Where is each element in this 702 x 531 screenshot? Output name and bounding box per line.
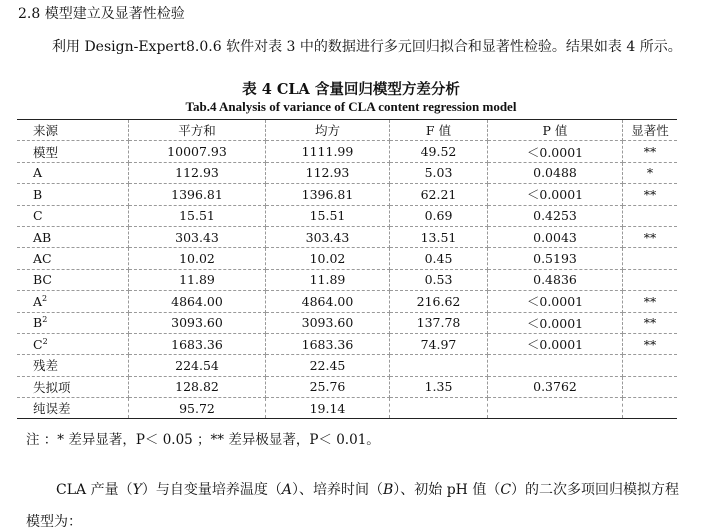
para-text: ）与自变量培养温度（ bbox=[141, 482, 282, 498]
var-a: A bbox=[281, 482, 292, 498]
cell-source-text: 纯误差 bbox=[33, 401, 71, 417]
cell-sum-of-squares bbox=[129, 162, 266, 183]
cell-sum-of-squares bbox=[129, 291, 266, 312]
para-text: ）、培养时间（ bbox=[291, 482, 383, 498]
cell-p-value-text: 0.0488 bbox=[533, 165, 577, 181]
cell-source-text: 失拟项 bbox=[33, 379, 71, 395]
cell-f-value bbox=[390, 141, 488, 162]
cell-significance bbox=[623, 248, 678, 269]
cell-significance bbox=[623, 398, 678, 419]
cell-sum-of-squares-text: 128.82 bbox=[175, 379, 219, 395]
cell-significance bbox=[623, 333, 678, 354]
cell-f-value-text: 5.03 bbox=[424, 165, 453, 181]
cell-f-value-text: 62.21 bbox=[420, 186, 457, 202]
cell-f-value-text: 74.97 bbox=[420, 336, 457, 352]
table-row bbox=[17, 269, 677, 290]
cell-f-value-text: 216.62 bbox=[416, 293, 461, 309]
var-c: C bbox=[500, 482, 512, 498]
cell-f-value bbox=[390, 291, 488, 312]
cell-sum-of-squares bbox=[129, 355, 266, 376]
cell-f-value-text: 1.35 bbox=[424, 379, 453, 395]
cell-significance bbox=[623, 205, 678, 226]
cell-p-value bbox=[488, 355, 623, 376]
cell-mean-square-text: 22.45 bbox=[309, 357, 346, 373]
cell-mean-square bbox=[266, 355, 390, 376]
cell-p-value-text: ＜0.0001 bbox=[526, 337, 584, 353]
para-text: ）、初始 pH 值（ bbox=[393, 482, 501, 498]
cell-significance bbox=[623, 141, 678, 162]
cell-p-value-text: 0.4836 bbox=[533, 272, 577, 288]
table-row bbox=[17, 355, 677, 376]
equation-paragraph bbox=[56, 479, 679, 499]
cell-significance bbox=[623, 376, 678, 397]
cell-sum-of-squares-text: 95.72 bbox=[179, 400, 215, 416]
cell-significance bbox=[623, 184, 678, 205]
para-text: CLA 产量（ bbox=[56, 482, 133, 498]
cell-sum-of-squares bbox=[129, 226, 266, 247]
var-b: B bbox=[382, 482, 394, 498]
cell-f-value bbox=[390, 269, 488, 290]
cell-source bbox=[17, 333, 129, 354]
cell-p-value-text: ＜0.0001 bbox=[526, 144, 584, 160]
cell-p-value-text: 0.5193 bbox=[533, 251, 577, 267]
table-row bbox=[17, 398, 677, 419]
cell-f-value bbox=[390, 333, 488, 354]
table-caption-cn: 表 4 CLA 含量回归模型方差分析 bbox=[242, 81, 460, 98]
table-row bbox=[17, 248, 677, 269]
cell-source-text: AB bbox=[33, 229, 52, 245]
cell-mean-square-text: 1683.36 bbox=[301, 336, 354, 352]
cell-mean-square bbox=[266, 398, 390, 419]
cell-mean-square-text: 19.14 bbox=[309, 400, 346, 416]
cell-p-value bbox=[488, 141, 623, 162]
cell-mean-square bbox=[266, 269, 390, 290]
cell-mean-square bbox=[266, 248, 390, 269]
cell-source bbox=[17, 376, 129, 397]
cell-mean-square-text: 10.02 bbox=[309, 251, 346, 267]
cell-p-value bbox=[488, 226, 623, 247]
cell-mean-square bbox=[266, 312, 390, 333]
cell-f-value-text: 49.52 bbox=[420, 144, 457, 160]
cell-source-text: A bbox=[33, 293, 43, 309]
table-row bbox=[17, 312, 677, 333]
table-row bbox=[17, 162, 677, 183]
cell-p-value-text: ＜0.0001 bbox=[526, 187, 584, 203]
cell-significance bbox=[623, 291, 678, 312]
cell-f-value-text: 137.78 bbox=[416, 315, 461, 331]
cell-significance-text: ** bbox=[643, 293, 657, 309]
cell-mean-square-text: 112.93 bbox=[305, 165, 350, 181]
cell-f-value bbox=[390, 355, 488, 376]
cell-source-text: C bbox=[33, 208, 43, 224]
cell-significance bbox=[623, 312, 678, 333]
table-row bbox=[17, 205, 677, 226]
cell-significance-text: * bbox=[646, 165, 654, 181]
cell-p-value bbox=[488, 269, 623, 290]
cell-source bbox=[17, 312, 129, 333]
cell-source bbox=[17, 226, 129, 247]
cell-significance bbox=[623, 162, 678, 183]
cell-significance-text: ** bbox=[643, 315, 657, 331]
cell-mean-square bbox=[266, 376, 390, 397]
cell-source-text: 残差 bbox=[33, 358, 59, 374]
cell-mean-square-text: 4864.00 bbox=[301, 293, 354, 309]
table-row bbox=[17, 184, 677, 205]
cell-mean-square-text: 3093.60 bbox=[301, 315, 354, 331]
cell-source bbox=[17, 398, 129, 419]
cell-significance-text: ** bbox=[643, 229, 657, 245]
cell-p-value bbox=[488, 376, 623, 397]
superscript-exponent: 2 bbox=[42, 315, 48, 325]
cell-source bbox=[17, 248, 129, 269]
cell-significance bbox=[623, 355, 678, 376]
cell-sum-of-squares-text: 1683.36 bbox=[171, 336, 223, 352]
cell-source-text: C bbox=[33, 336, 43, 352]
cell-sum-of-squares bbox=[129, 141, 266, 162]
cell-significance bbox=[623, 226, 678, 247]
cell-p-value bbox=[488, 184, 623, 205]
cell-f-value-text: 0.69 bbox=[424, 208, 453, 224]
table-caption-en: Tab.4 Analysis of variance of CLA content regression model bbox=[185, 99, 517, 114]
table-row bbox=[17, 226, 677, 247]
header-mean-square: 均方 bbox=[266, 120, 390, 141]
header-source: 来源 bbox=[17, 120, 129, 141]
anova-table bbox=[17, 119, 677, 419]
cell-source bbox=[17, 269, 129, 290]
cell-source-text: AC bbox=[33, 251, 52, 267]
cell-p-value-text: ＜0.0001 bbox=[526, 294, 584, 310]
cell-source bbox=[17, 205, 129, 226]
cell-sum-of-squares bbox=[129, 398, 266, 419]
cell-significance-text: ** bbox=[643, 144, 657, 160]
cell-source bbox=[17, 184, 129, 205]
table-row bbox=[17, 376, 677, 397]
cell-source-text: 模型 bbox=[33, 144, 59, 160]
intro-paragraph: 利用 Design-Expert8.0.6 软件对表 3 中的数据进行多元回归拟合和显著性检验。结果如表 4 所示。 bbox=[52, 39, 682, 55]
cell-source bbox=[17, 291, 129, 312]
superscript-exponent: 2 bbox=[42, 293, 48, 303]
cell-sum-of-squares-text: 303.43 bbox=[175, 229, 219, 245]
cell-mean-square bbox=[266, 184, 390, 205]
cell-sum-of-squares bbox=[129, 376, 266, 397]
table-row bbox=[17, 291, 677, 312]
cell-f-value-text: 0.53 bbox=[424, 272, 453, 288]
cell-mean-square-text: 1111.99 bbox=[301, 144, 354, 160]
cell-sum-of-squares-text: 10.02 bbox=[179, 251, 215, 267]
cell-f-value bbox=[390, 184, 488, 205]
cell-sum-of-squares-text: 1396.81 bbox=[171, 186, 223, 202]
cell-sum-of-squares-text: 10007.93 bbox=[167, 144, 227, 160]
cell-p-value-text: 0.4253 bbox=[533, 208, 577, 224]
table-row bbox=[17, 333, 677, 354]
cell-f-value bbox=[390, 205, 488, 226]
cell-source bbox=[17, 162, 129, 183]
cell-mean-square bbox=[266, 162, 390, 183]
cell-p-value bbox=[488, 333, 623, 354]
table-note: 注 ：* 差异显著，P＜ 0.05 ；** 差异极显著，P＜ 0.01。 bbox=[26, 432, 380, 448]
cell-f-value bbox=[390, 226, 488, 247]
header-p-value: P 值 bbox=[488, 120, 623, 141]
cell-f-value bbox=[390, 162, 488, 183]
equation-paragraph-cont: 模型为： bbox=[26, 514, 82, 530]
cell-sum-of-squares bbox=[129, 269, 266, 290]
cell-sum-of-squares bbox=[129, 248, 266, 269]
cell-f-value bbox=[390, 376, 488, 397]
cell-source-text: BC bbox=[33, 272, 52, 288]
cell-p-value-text: 0.0043 bbox=[533, 229, 577, 245]
cell-f-value bbox=[390, 248, 488, 269]
cell-source bbox=[17, 355, 129, 376]
para-text: ）的二次多项回归模拟方程 bbox=[511, 482, 680, 498]
cell-mean-square-text: 11.89 bbox=[309, 272, 346, 288]
cell-sum-of-squares-text: 15.51 bbox=[179, 208, 215, 224]
cell-mean-square bbox=[266, 205, 390, 226]
cell-mean-square-text: 1396.81 bbox=[301, 186, 354, 202]
cell-sum-of-squares-text: 4864.00 bbox=[171, 293, 223, 309]
cell-sum-of-squares bbox=[129, 312, 266, 333]
cell-p-value bbox=[488, 162, 623, 183]
cell-p-value bbox=[488, 248, 623, 269]
cell-source bbox=[17, 141, 129, 162]
header-sum-of-squares: 平方和 bbox=[129, 120, 266, 141]
cell-sum-of-squares-text: 112.93 bbox=[175, 165, 219, 181]
cell-f-value-text: 0.45 bbox=[424, 251, 453, 267]
cell-source-text: B bbox=[33, 186, 43, 202]
var-y: Y bbox=[132, 482, 142, 498]
cell-mean-square bbox=[266, 141, 390, 162]
cell-significance bbox=[623, 269, 678, 290]
cell-sum-of-squares bbox=[129, 333, 266, 354]
cell-significance-text: ** bbox=[643, 336, 657, 352]
cell-mean-square bbox=[266, 291, 390, 312]
cell-p-value bbox=[488, 291, 623, 312]
cell-mean-square bbox=[266, 333, 390, 354]
cell-sum-of-squares bbox=[129, 205, 266, 226]
table-row bbox=[17, 141, 677, 162]
header-significance: 显著性 bbox=[623, 120, 678, 141]
cell-sum-of-squares-text: 224.54 bbox=[175, 357, 219, 373]
cell-f-value bbox=[390, 398, 488, 419]
cell-mean-square-text: 25.76 bbox=[309, 379, 346, 395]
cell-p-value bbox=[488, 205, 623, 226]
superscript-exponent: 2 bbox=[42, 336, 48, 346]
cell-mean-square-text: 303.43 bbox=[305, 229, 350, 245]
cell-source-text: A bbox=[33, 165, 43, 181]
cell-p-value bbox=[488, 398, 623, 419]
cell-sum-of-squares-text: 3093.60 bbox=[171, 315, 223, 331]
cell-sum-of-squares-text: 11.89 bbox=[179, 272, 215, 288]
cell-mean-square bbox=[266, 226, 390, 247]
cell-significance-text: ** bbox=[643, 186, 657, 202]
cell-f-value bbox=[390, 312, 488, 333]
cell-p-value-text: ＜0.0001 bbox=[526, 315, 584, 331]
cell-f-value-text: 13.51 bbox=[420, 229, 457, 245]
table-header-row bbox=[17, 120, 677, 141]
cell-mean-square-text: 15.51 bbox=[309, 208, 346, 224]
cell-p-value-text: 0.3762 bbox=[533, 379, 577, 395]
cell-source-text: B bbox=[33, 315, 43, 331]
cell-p-value bbox=[488, 312, 623, 333]
section-heading: 2.8 模型建立及显著性检验 bbox=[18, 6, 185, 22]
header-f-value: F 值 bbox=[390, 120, 488, 141]
cell-sum-of-squares bbox=[129, 184, 266, 205]
